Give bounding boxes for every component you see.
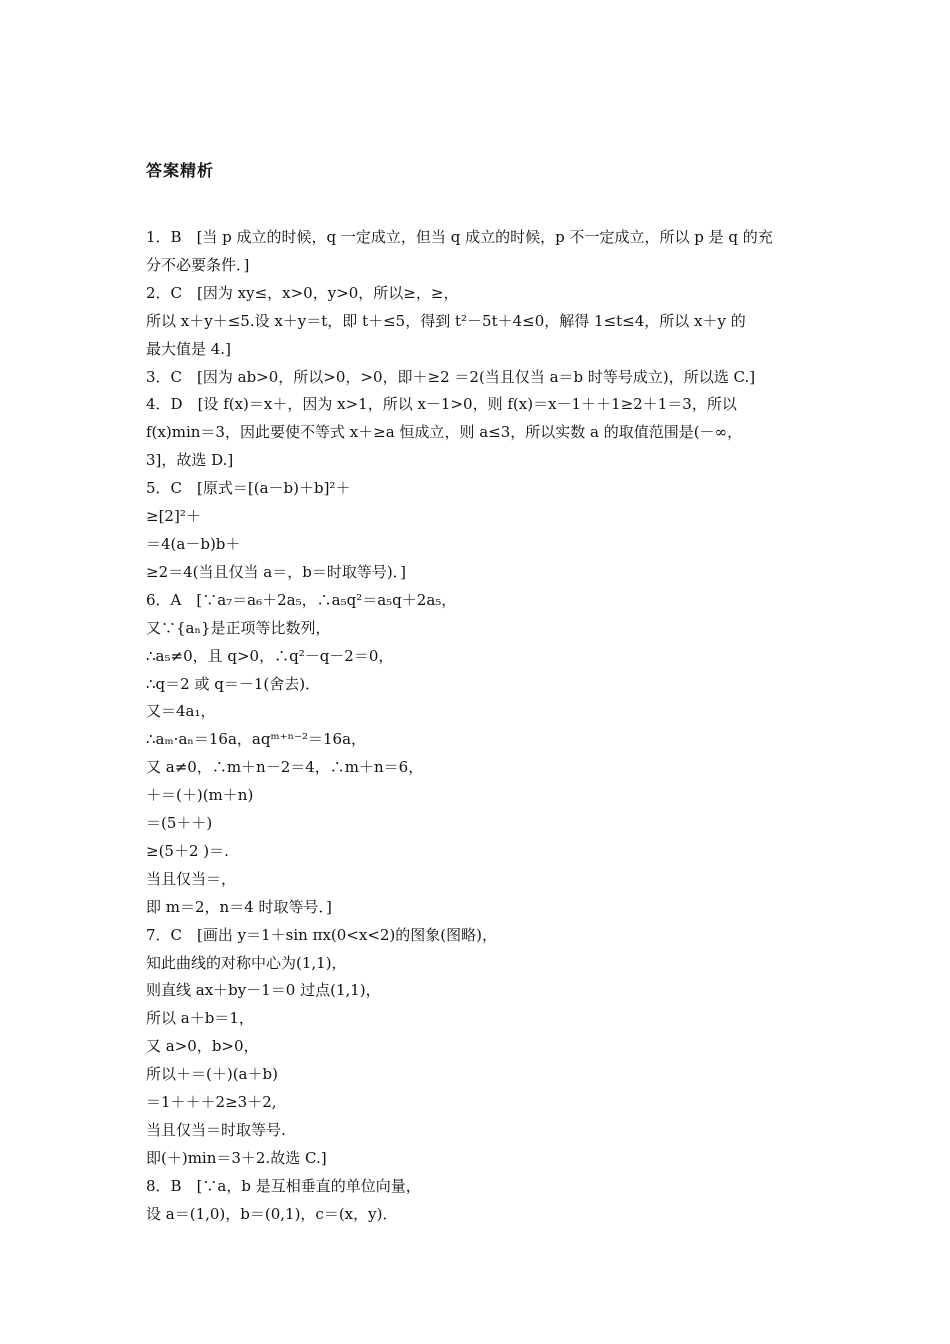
text-line: 7．C [画出 y＝1＋sin πx(0<x<2)的图象(图略)， [146, 925, 497, 944]
text-line: ＝1＋＋＋2≥3＋2, [146, 1093, 277, 1112]
text-line: ∴a₅≠0，且 q>0，∴q²－q－2＝0， [146, 646, 394, 665]
text-line: 3．C [因为 ab>0，所以>0，>0，即＋≥2 ＝2(当且仅当 a＝b 时等号成立)，所以选 C.] [146, 367, 756, 386]
text-line: 分不必要条件．] [146, 255, 250, 274]
text-line: 5．C [原式＝[(a－b)＋b]²＋ [146, 479, 351, 498]
text-line: ＋＝(＋)(m＋n) [146, 786, 254, 805]
text-line: 即(＋)min＝3＋2.故选 C.] [146, 1148, 327, 1167]
text-line: ≥2＝4(当且仅当 a＝，b＝时取等号)．] [146, 562, 407, 581]
text-line: 又 a≠0，∴m＋n－2＝4，∴m＋n＝6， [146, 758, 424, 777]
text-line: 所以 a＋b＝1， [146, 1009, 254, 1028]
text-line: 当且仅当＝， [146, 869, 237, 888]
text-line: 1．B [当 p 成立的时候，q 一定成立，但当 q 成立的时候，p 不一定成立，所以 p 是 q 的充 [146, 228, 773, 246]
text-line: 所以 x＋y＋≤5.设 x＋y＝t，即 t＋≤5，得到 t²－5t＋4≤0，解得 1≤t≤4，所以 x＋y 的 [146, 311, 746, 330]
page-title: 答案精析 [146, 161, 215, 180]
text-line: ≥(5＋2 )＝. [146, 841, 229, 860]
text-line: 6．A [∵a₇＝a₆＋2a₅，∴a₅q²＝a₅q＋2a₅， [146, 590, 457, 609]
answer-content [146, 224, 814, 1229]
text-line: 最大值是 4.] [146, 339, 231, 358]
text-line: ∴aₘ·aₙ＝16a，aqᵐ⁺ⁿ⁻²＝16a， [146, 730, 367, 749]
text-line: 又 a>0，b>0， [146, 1037, 259, 1056]
text-line: 又＝4a₁， [146, 702, 216, 721]
text-line: ∴q＝2 或 q＝－1(舍去)． [146, 674, 321, 693]
text-line: 2．C [因为 xy≤，x>0，y>0，所以≥，≥， [146, 283, 459, 302]
text-line: f(x)min＝3，因此要使不等式 x＋≥a 恒成立，则 a≤3，所以实数 a 的取值范围是(－∞， [146, 423, 743, 442]
text-line: 知此曲线的对称中心为(1,1)， [146, 953, 347, 972]
text-line: 又∵{aₙ}是正项等比数列， [146, 618, 331, 637]
text-line: 当且仅当＝时取等号. [146, 1121, 286, 1139]
text-line: 则直线 ax＋by－1＝0 过点(1,1)， [146, 981, 381, 1000]
text-line: ＝4(a－b)b＋ [146, 534, 241, 553]
text-line: 即 m＝2，n＝4 时取等号．] [146, 897, 332, 916]
text-line: ≥[2]²＋ [146, 507, 201, 526]
text-line: 所以＋＝(＋)(a＋b) [146, 1065, 278, 1084]
text-line: ＝(5＋＋) [146, 814, 213, 833]
text-line: 3]，故选 D.] [146, 451, 234, 470]
text-line: 4．D [设 f(x)＝x＋，因为 x>1，所以 x－1>0，则 f(x)＝x－1＋＋1≥2＋1＝3，所以 [146, 395, 737, 414]
text-line: 设 a＝(1,0)，b＝(0,1)，c＝(x，y)． [146, 1204, 398, 1223]
text-line: 8．B [∵a，b 是互相垂直的单位向量， [146, 1176, 421, 1195]
